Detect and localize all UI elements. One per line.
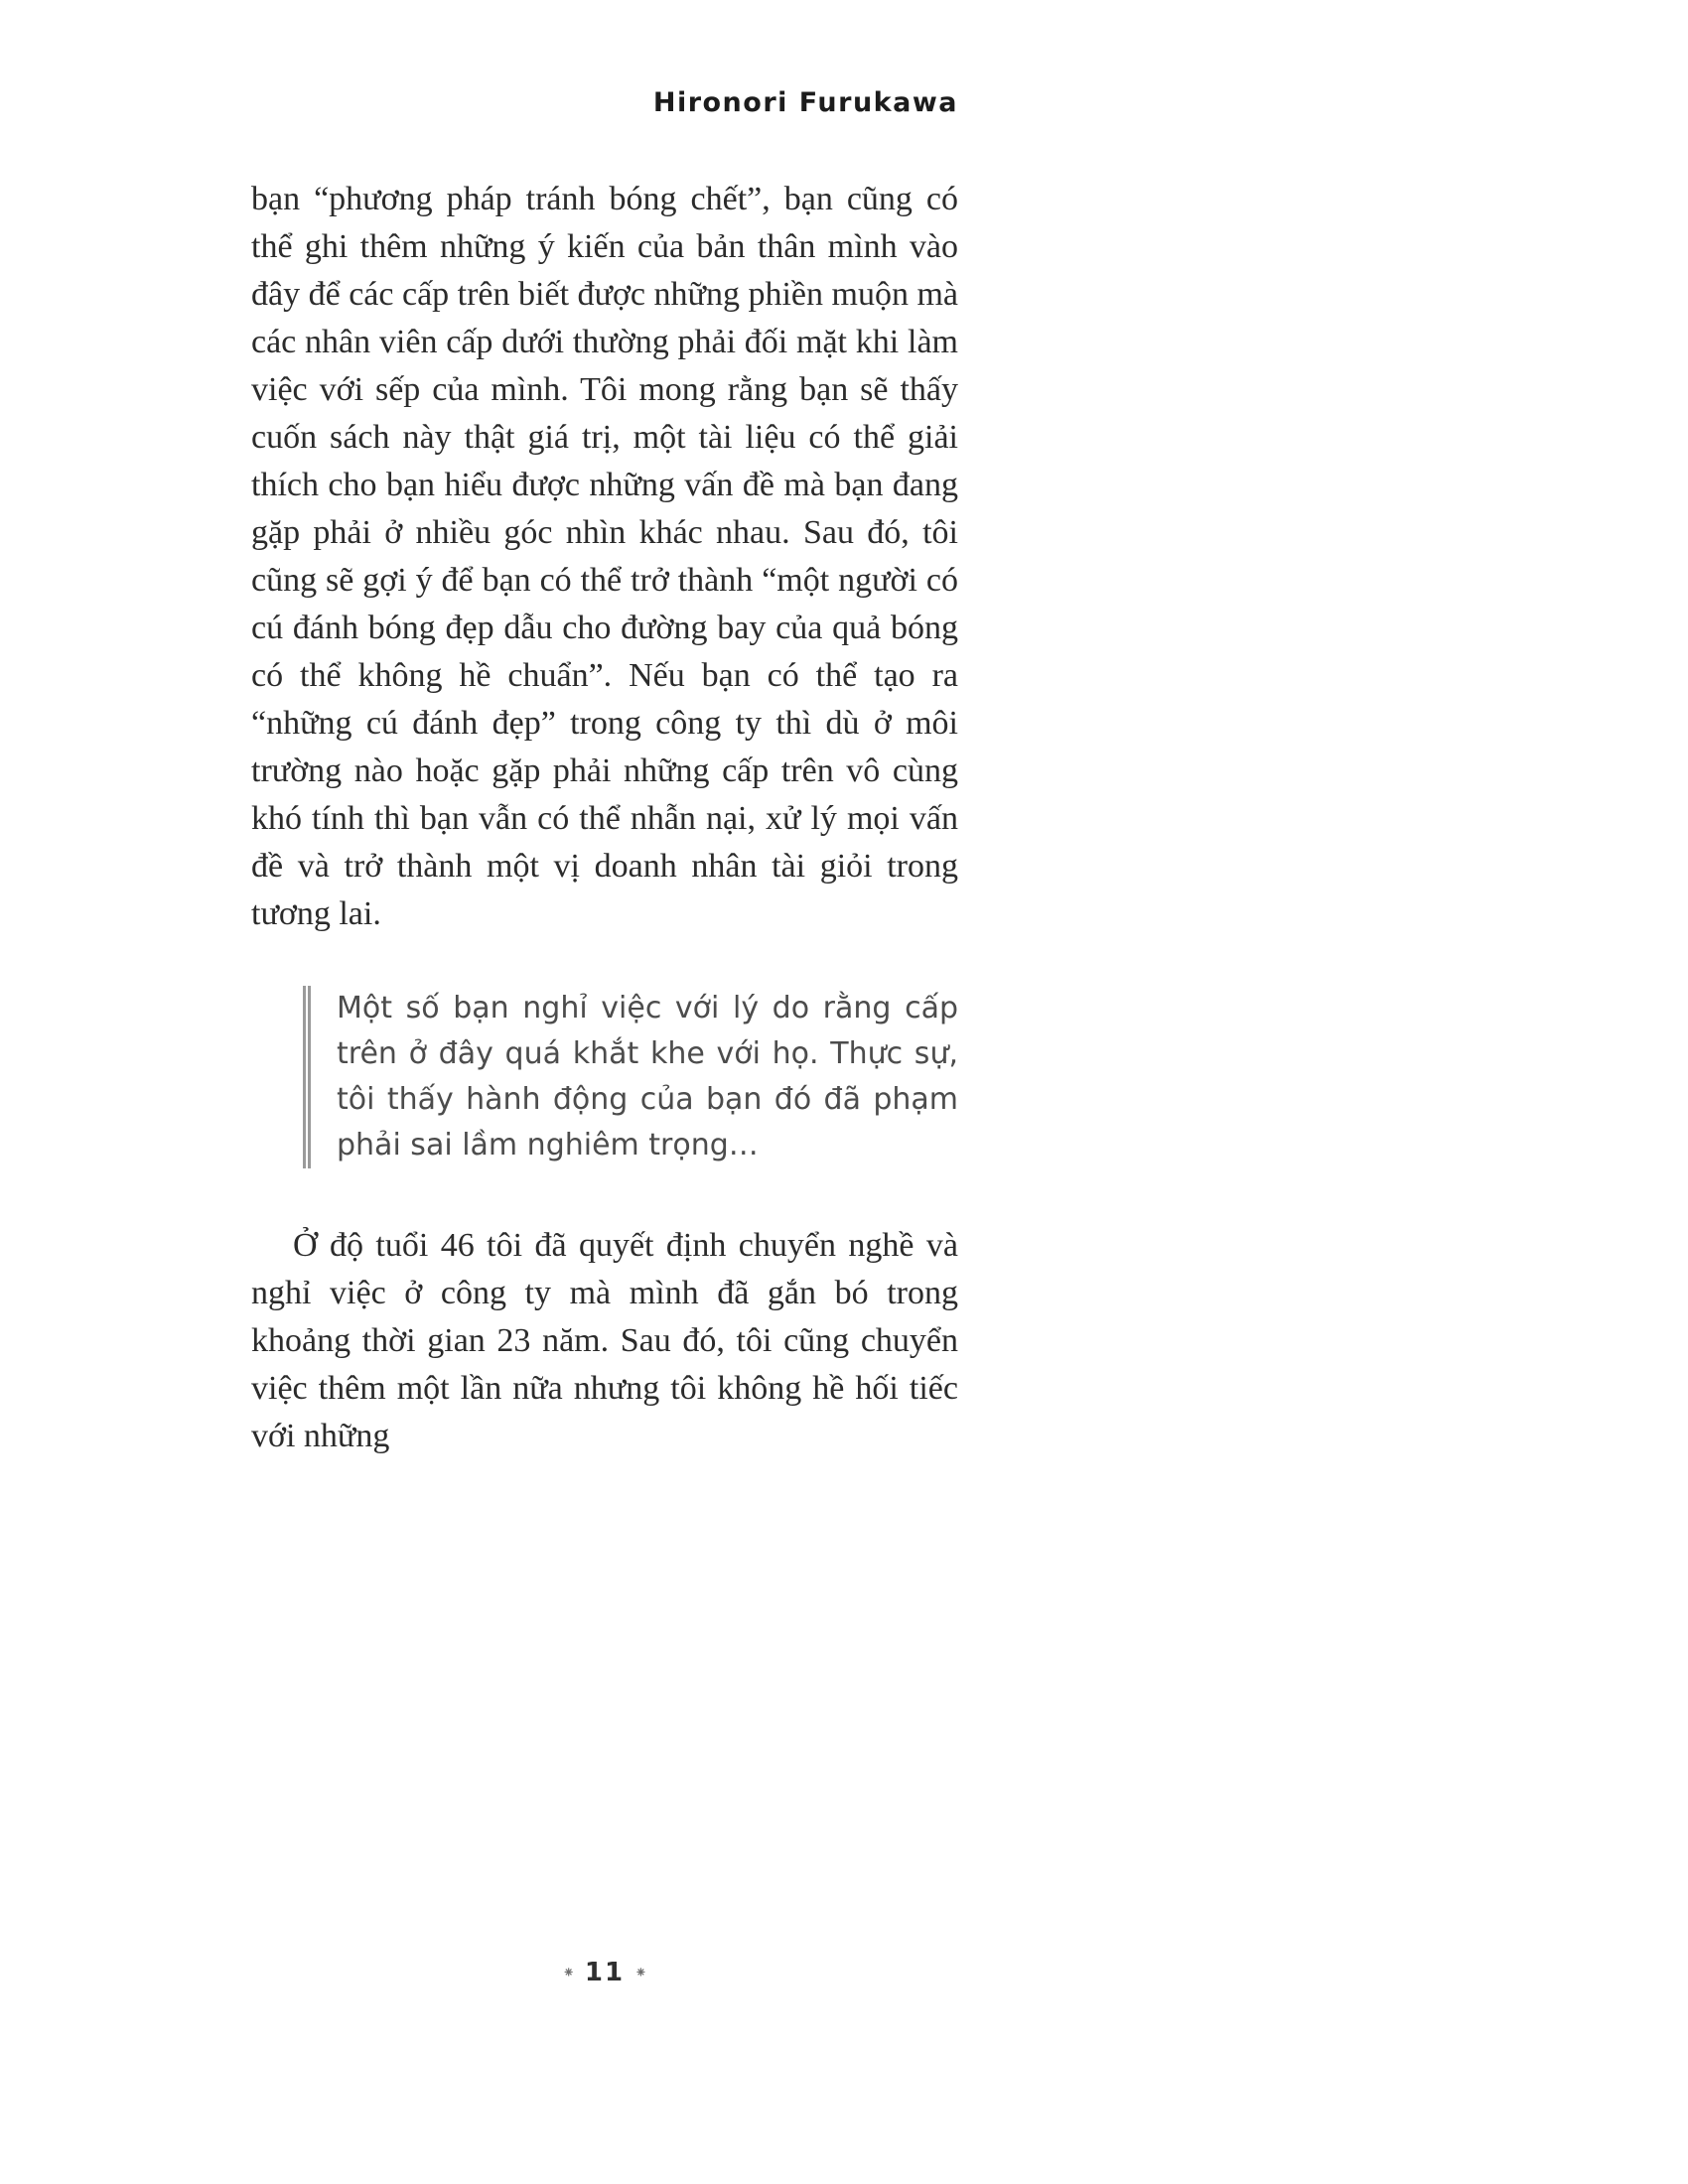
page-footer (251, 1958, 958, 1987)
running-header-author: Hironori Furukawa (652, 87, 958, 118)
page-number: 11 (584, 1958, 626, 1987)
blockquote (303, 986, 958, 1168)
footer-ornament-right: ⁕ (634, 1964, 647, 1981)
body-paragraph-1: bạn “phương pháp tránh bóng chết”, bạn cũng có thể ghi thêm những ý kiến của bản thân mình vào đây để các cấp trên biết được những phiền muộn mà các nhân viên cấp dưới thường phải đối mặt khi làm việc với sếp của mình. Tôi mong rằng bạn sẽ thấy cuốn sách này thật giá trị, một tài liệu có thể giải thích cho bạn hiểu được những vấn đề mà bạn đang gặp phải ở nhiều góc nhìn khác nhau. Sau đó, tôi cũng sẽ gợi ý để bạn có thể trở thành “một người có cú đánh bóng đẹp dẫu cho đường bay của quả bóng có thể không hề chuẩn”. Nếu bạn có thể tạo ra “những cú đánh đẹp” trong công ty thì dù ở môi trường nào hoặc gặp phải những cấp trên vô cùng khó tính thì bạn vẫn có thể nhẫn nại, xử lý mọi vấn đề và trở thành một vị doanh nhân tài giỏi trong tương lai. (251, 181, 958, 932)
body-paragraph-2: Ở độ tuổi 46 tôi đã quyết định chuyển nghề và nghỉ việc ở công ty mà mình đã gắn bó trong khoảng thời gian 23 năm. Sau đó, tôi cũng chuyển việc thêm một lần nữa nhưng tôi không hề hối tiếc với những (251, 1227, 958, 1454)
footer-ornament-left: ⁕ (562, 1964, 575, 1981)
book-page-column (251, 0, 958, 2184)
blockquote-text: Một số bạn nghỉ việc với lý do rằng cấp trên ở đây quá khắt khe với họ. Thực sự, tôi thấy hành động của bạn đó đã phạm phải sai lầm nghiêm trọng… (337, 991, 958, 1162)
